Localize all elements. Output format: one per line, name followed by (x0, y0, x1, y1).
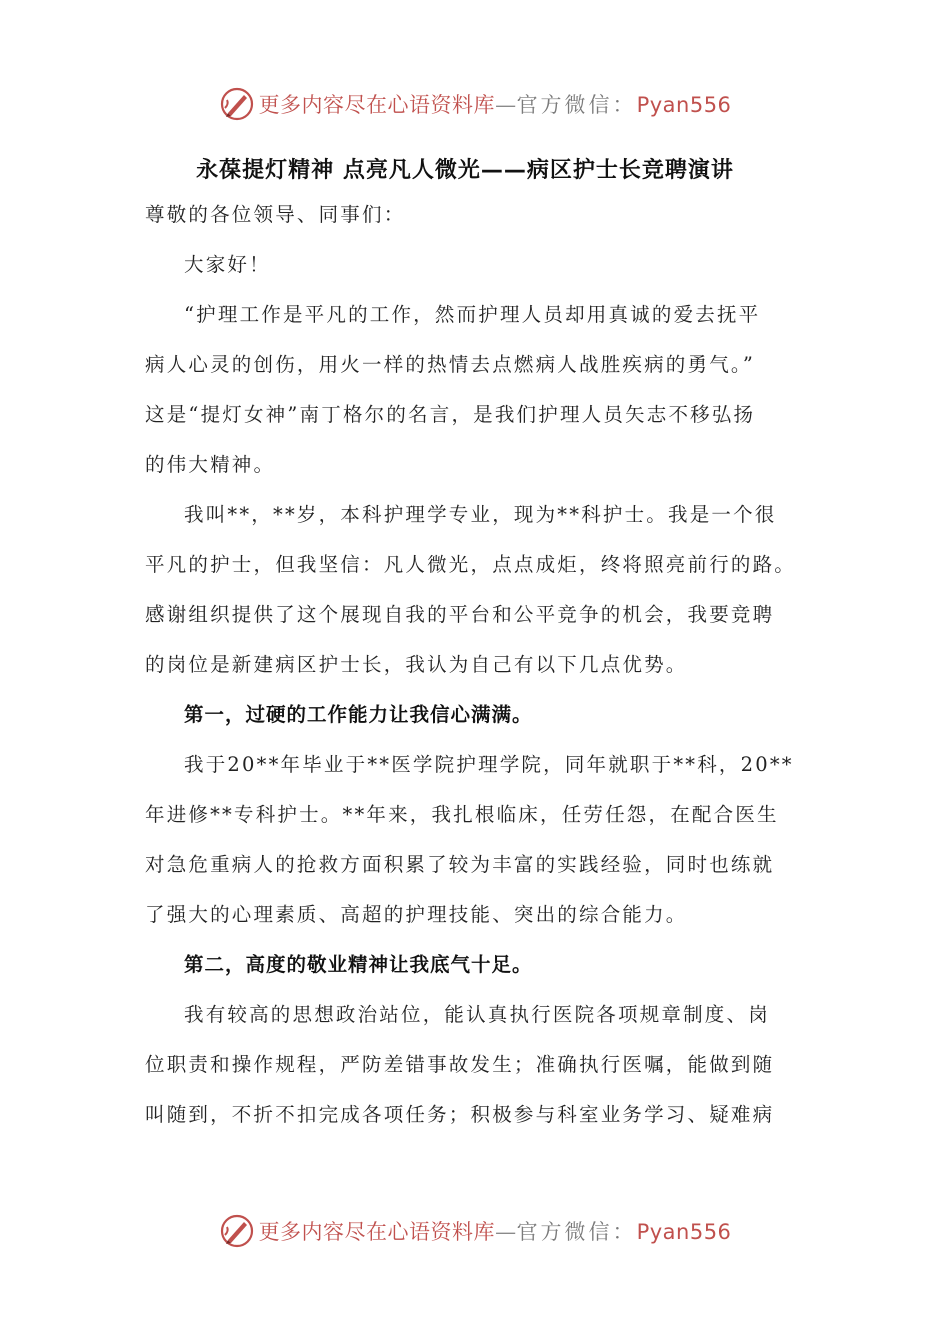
paragraph-line: “护理工作是平凡的工作，然而护理人员却用真诚的爱去抚平 (184, 303, 761, 326)
paragraph-line: 这是“提灯女神”南丁格尔的名言，是我们护理人员矢志不移弘扬 (145, 403, 756, 426)
paragraph-line: 感谢组织提供了这个展现自我的平台和公平竞争的机会，我要竞聘 (145, 603, 775, 626)
banner-handle: Pyan556 (636, 93, 732, 117)
banner-prefix: 更多内容尽在心语资料库 (258, 93, 496, 117)
paragraph-line: 病人心灵的创伤，用火一样的热情去点燃病人战胜疾病的勇气。” (145, 353, 756, 376)
document-title: 永葆提灯精神 点亮凡人微光——病区护士长竞聘演讲 (196, 158, 734, 183)
document-paragraphs (145, 190, 805, 1140)
section-heading: 第一，过硬的工作能力让我信心满满。 (184, 703, 533, 726)
pen-logo-icon (219, 86, 255, 122)
banner-separator: — (495, 1220, 517, 1244)
paragraph-line: 的岗位是新建病区护士长，我认为自己有以下几点优势。 (145, 653, 688, 676)
paragraph-line: 我叫**，**岁，本科护理学专业，现为**科护士。我是一个很 (184, 503, 777, 526)
header-banner (0, 84, 950, 124)
banner-text (259, 89, 732, 119)
banner-label: 官方微信： (516, 1220, 637, 1244)
section-heading: 第二，高度的敬业精神让我底气十足。 (184, 953, 533, 976)
document-body (145, 152, 805, 1140)
paragraph-line: 位职责和操作规程，严防差错事故发生；准确执行医嘱，能做到随 (145, 1053, 775, 1076)
paragraph-line: 尊敬的各位领导、同事们： (145, 203, 406, 226)
paragraph-line: 年进修**专科护士。**年来，我扎根临床，任劳任怨，在配合医生 (145, 803, 779, 826)
paragraph-line: 平凡的护士，但我坚信：凡人微光，点点成炬，终将照亮前行的路。 (145, 553, 797, 576)
paragraph-line: 的伟大精神。 (145, 453, 276, 476)
footer-banner (0, 1211, 950, 1251)
banner-handle: Pyan556 (636, 1220, 732, 1244)
paragraph-line: 大家好！ (184, 253, 271, 276)
paragraph-line: 我于20**年毕业于**医学院护理学院，同年就职于**科，20** (184, 753, 794, 776)
paragraph-line: 了强大的心理素质、高超的护理技能、突出的综合能力。 (145, 903, 688, 926)
banner-separator: — (495, 93, 517, 117)
banner-text (259, 1216, 732, 1246)
banner-prefix: 更多内容尽在心语资料库 (258, 1220, 496, 1244)
paragraph-line: 叫随到，不折不扣完成各项任务；积极参与科室业务学习、疑难病 (145, 1103, 775, 1126)
pen-logo-icon (219, 1213, 255, 1249)
paragraph-line: 对急危重病人的抢救方面积累了较为丰富的实践经验，同时也练就 (145, 853, 775, 876)
banner-label: 官方微信： (516, 93, 637, 117)
paragraph-line: 我有较高的思想政治站位，能认真执行医院各项规章制度、岗 (184, 1003, 770, 1026)
